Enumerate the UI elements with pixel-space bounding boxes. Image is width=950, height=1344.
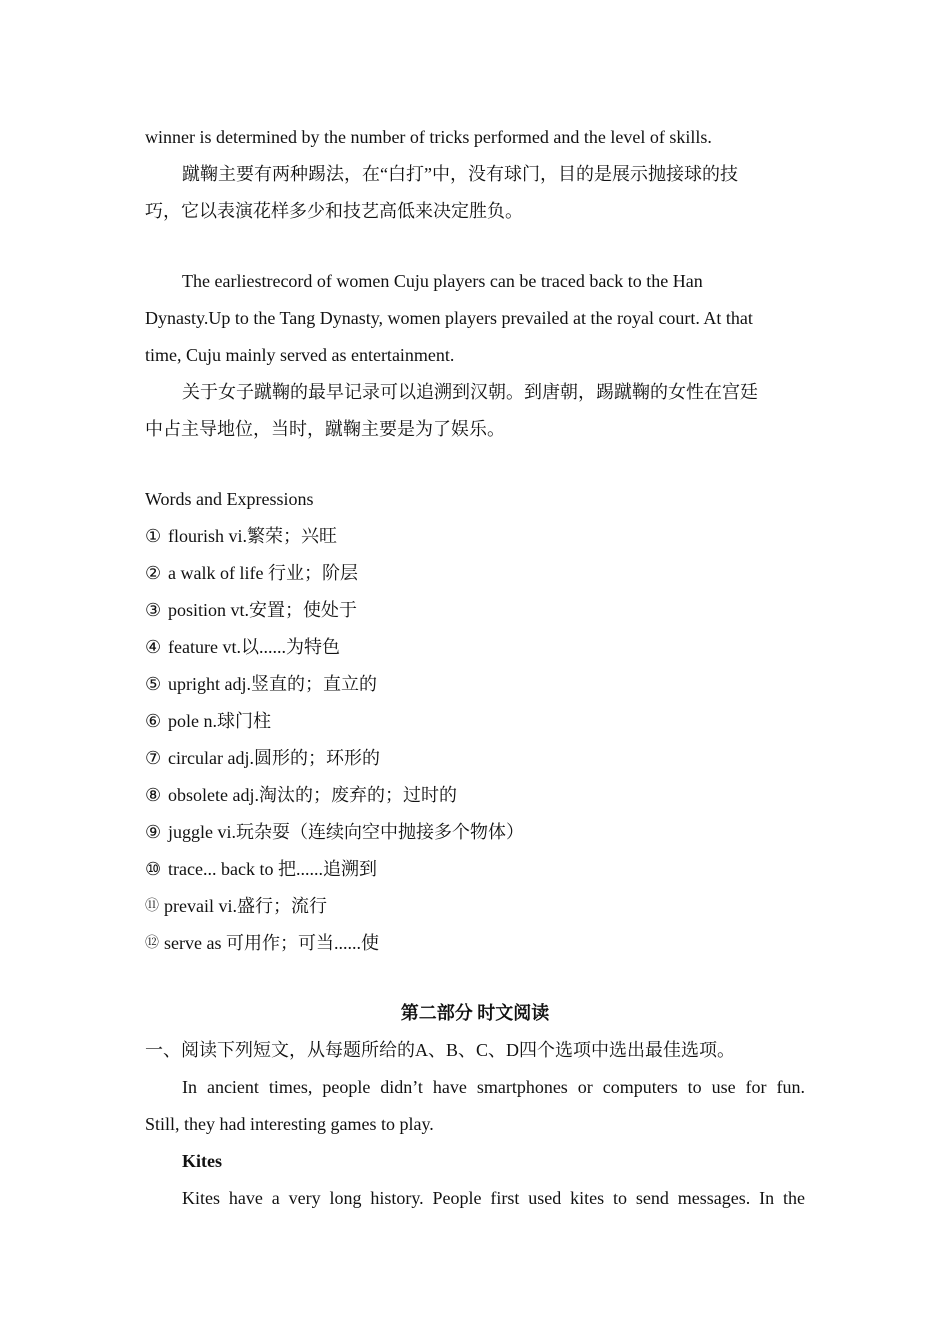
vocab-text: upright adj.竖直的；直立的: [168, 674, 377, 694]
vocab-number: ⑥: [145, 711, 162, 731]
vocab-item: [145, 518, 805, 555]
vocab-text: juggle vi.玩杂耍（连续向空中抛接多个物体）: [168, 822, 524, 842]
paragraph-line: Dynasty.Up to the Tang Dynasty, women players prevailed at the royal court. At that: [145, 308, 753, 328]
vocab-text: circular adj.圆形的；环形的: [168, 748, 380, 768]
paragraph-line: Still, they had interesting games to play.: [145, 1114, 434, 1134]
vocab-text: a walk of life 行业；阶层: [168, 563, 358, 583]
vocab-number: ⑧: [145, 785, 162, 805]
vocab-text: feature vt.以......为特色: [168, 637, 340, 657]
vocab-item: [145, 740, 805, 777]
vocab-text: serve as 可用作；可当......使: [164, 933, 379, 953]
vocab-text: pole n.球门柱: [168, 711, 271, 731]
blank-line: [145, 962, 805, 995]
paragraph-line: 关于女子蹴鞠的最早记录可以追溯到汉朝。到唐朝，踢蹴鞠的女性在宫廷: [182, 382, 758, 402]
words-title: Words and Expressions: [145, 489, 314, 509]
page-content: [145, 119, 805, 1217]
paragraph-line: Kites have a very long history. People first used kites to send messages. In the: [182, 1188, 805, 1208]
vocab-item: [145, 851, 805, 888]
vocab-text: prevail vi.盛行；流行: [164, 896, 327, 916]
vocab-item: [145, 592, 805, 629]
vocab-list: [145, 518, 805, 962]
vocab-item: [145, 629, 805, 666]
vocab-number: ③: [145, 600, 162, 620]
paragraph-line: 巧，它以表演花样多少和技艺高低来决定胜负。: [145, 201, 523, 221]
paragraph-line: 蹴鞠主要有两种踢法，在“白打”中，没有球门，目的是展示抛接球的技: [182, 164, 738, 184]
vocab-number: ④: [145, 637, 162, 657]
vocab-item: [145, 555, 805, 592]
vocab-item: [145, 703, 805, 740]
section-instruction: 一、阅读下列短文，从每题所给的A、B、C、D四个选项中选出最佳选项。: [145, 1040, 736, 1060]
vocab-number: ⑦: [145, 748, 162, 768]
blank-line: [145, 448, 805, 481]
paragraph-line: 中占主导地位，当时，蹴鞠主要是为了娱乐。: [145, 419, 505, 439]
vocab-number: ⑪: [145, 899, 159, 914]
vocab-number: ⑨: [145, 822, 162, 842]
section-heading: 第二部分 时文阅读: [400, 1003, 550, 1023]
paragraph-line: The earliestrecord of women Cuju players can be traced back to the Han: [182, 271, 703, 291]
paragraph-line: time, Cuju mainly served as entertainment.: [145, 345, 455, 365]
blank-line: [145, 230, 805, 263]
vocab-item: [145, 814, 805, 851]
vocab-number: ⑫: [145, 936, 159, 951]
vocab-text: position vt.安置；使处于: [168, 600, 358, 620]
vocab-item: [145, 666, 805, 703]
vocab-number: ⑤: [145, 674, 162, 694]
vocab-number: ②: [145, 563, 162, 583]
vocab-item: [145, 888, 805, 925]
subsection-title: Kites: [182, 1151, 222, 1171]
paragraph-line: In ancient times, people didn’t have smartphones or computers to use for fun.: [182, 1077, 805, 1097]
vocab-item: [145, 925, 805, 962]
vocab-text: trace... back to 把......追溯到: [168, 859, 377, 879]
vocab-text: obsolete adj.淘汰的；废弃的；过时的: [168, 785, 457, 805]
vocab-number: ⑩: [145, 859, 162, 879]
vocab-text: flourish vi.繁荣；兴旺: [168, 526, 337, 546]
vocab-item: [145, 777, 805, 814]
paragraph-line: winner is determined by the number of tricks performed and the level of skills.: [145, 127, 712, 147]
vocab-number: ①: [145, 526, 162, 546]
